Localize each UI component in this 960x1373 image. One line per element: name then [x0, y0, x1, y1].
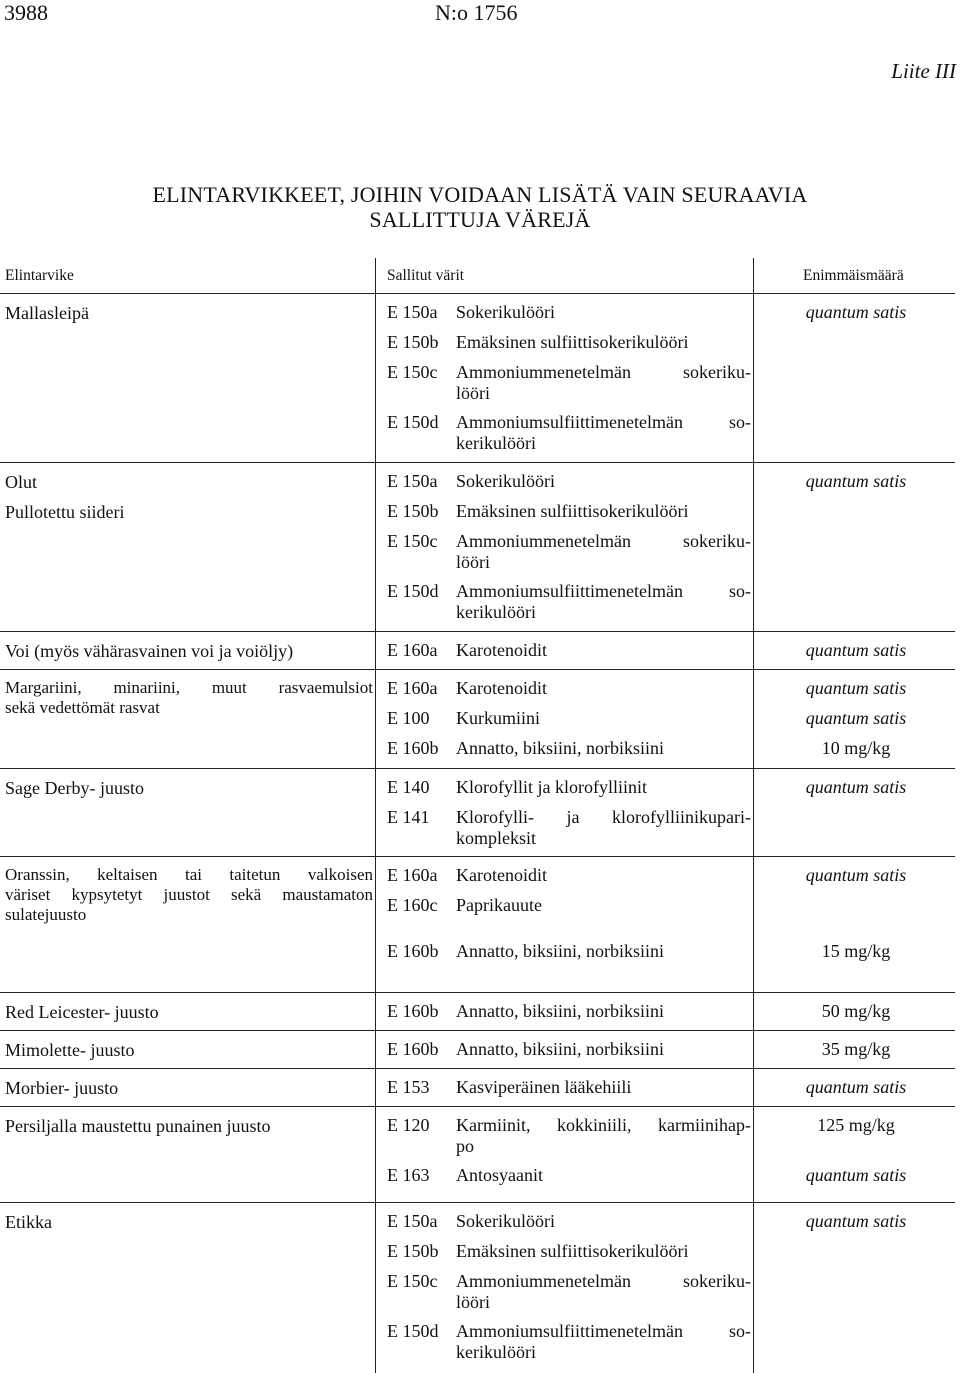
color-name-line: Annatto, biksiini, norbiksiini	[456, 738, 665, 758]
table-row	[0, 294, 955, 463]
food-cell	[5, 865, 373, 925]
color-name	[456, 471, 751, 492]
color-name-line: Ammoniumsulfiittimenetelmän so-	[456, 581, 751, 601]
e-code: E 160a	[387, 640, 438, 660]
food-line: Olut	[5, 472, 38, 492]
color-name-line: Klorofylli- ja klorofylliinikupari-	[456, 807, 751, 827]
color-name	[456, 941, 751, 962]
page-number: 3988	[4, 0, 48, 25]
e-code: E 160b	[387, 1039, 439, 1059]
e-code: E 150c	[387, 531, 438, 551]
color-name-line: Ammoniummenetelmän sokeriku-	[456, 1271, 751, 1291]
color-name	[456, 738, 751, 759]
max-amount: 50 mg/kg	[821, 1001, 891, 1021]
color-name-line: Emäksinen sulfiittisokerikulööri	[456, 1241, 689, 1261]
color-name-line: Ammoniummenetelmän sokeriku-	[456, 531, 751, 551]
color-name-line: Emäksinen sulfiittisokerikulööri	[456, 501, 689, 521]
table-row	[0, 1107, 955, 1203]
colors-cell	[387, 632, 752, 669]
e-code: E 150c	[387, 1271, 438, 1291]
max-amount: quantum satis	[805, 1165, 907, 1185]
color-name-line: Kurkumiini	[456, 708, 540, 728]
e-code: E 150a	[387, 302, 438, 322]
color-name-line: Annatto, biksiini, norbiksiini	[456, 941, 665, 961]
e-code: E 150d	[387, 581, 439, 601]
max-amount: quantum satis	[805, 640, 907, 660]
document-title	[0, 182, 960, 232]
color-name	[456, 1271, 751, 1313]
color-table	[0, 258, 955, 1373]
color-name-line: lööri	[456, 1292, 490, 1312]
food-cell	[5, 640, 373, 662]
e-code: E 160b	[387, 738, 439, 758]
table-row	[0, 1203, 955, 1373]
color-name-line: Klorofyllit ja klorofylliinit	[456, 777, 647, 797]
food-line: Morbier- juusto	[5, 1078, 119, 1098]
table-row	[0, 769, 955, 857]
colors-cell	[387, 1203, 752, 1373]
color-name-line: po	[456, 1136, 474, 1156]
max-amount: 10 mg/kg	[821, 738, 891, 758]
e-code: E 141	[387, 807, 430, 827]
color-name-line: Kasviperäinen lääkehiili	[456, 1077, 632, 1097]
food-cell	[5, 1211, 373, 1233]
food-cell	[5, 1039, 373, 1061]
colors-cell	[387, 294, 752, 462]
food-line: Red Leicester- juusto	[5, 1002, 159, 1022]
e-code: E 153	[387, 1077, 430, 1097]
food-line: Mallasleipä	[5, 303, 89, 323]
color-name-line: Ammoniummenetelmän sokeriku-	[456, 362, 751, 382]
table-row	[0, 1069, 955, 1107]
title-line-1: ELINTARVIKKEET, JOIHIN VOIDAAN LISÄTÄ VAIN SEURAAVIA	[152, 182, 808, 207]
e-code: E 100	[387, 708, 430, 728]
food-line: sulatejuusto	[5, 905, 87, 924]
max-amount: 15 mg/kg	[821, 941, 891, 961]
color-name-line: Karotenoidit	[456, 678, 547, 698]
color-name	[456, 1115, 751, 1157]
e-code: E 140	[387, 777, 430, 797]
color-name-line: Karotenoidit	[456, 640, 547, 660]
color-name	[456, 1165, 751, 1186]
color-name-line: Sokerikulööri	[456, 302, 555, 322]
colors-cell	[387, 1107, 752, 1202]
color-name	[456, 777, 751, 798]
colors-cell	[387, 463, 752, 631]
e-code: E 160a	[387, 865, 438, 885]
colors-cell	[387, 769, 752, 856]
color-name-line: Ammoniumsulfiittimenetelmän so-	[456, 412, 751, 432]
color-name	[456, 1001, 751, 1022]
e-code: E 150c	[387, 362, 438, 382]
e-code: E 163	[387, 1165, 430, 1185]
color-name-line: Emäksinen sulfiittisokerikulööri	[456, 332, 689, 352]
color-name	[456, 362, 751, 404]
colors-cell	[387, 1069, 752, 1106]
max-amount: 35 mg/kg	[821, 1039, 891, 1059]
colors-cell	[387, 857, 752, 992]
color-name-line: kerikulööri	[456, 433, 536, 453]
max-amount: quantum satis	[805, 1077, 907, 1097]
color-name	[456, 708, 751, 729]
color-name	[456, 1077, 751, 1098]
food-line: Persiljalla maustettu punainen juusto	[5, 1116, 271, 1136]
e-code: E 120	[387, 1115, 430, 1135]
table-row	[0, 632, 955, 670]
max-amount: 125 mg/kg	[817, 1115, 895, 1135]
e-code: E 150b	[387, 501, 439, 521]
e-code: E 150d	[387, 1321, 439, 1341]
color-name	[456, 501, 751, 522]
e-code: E 160c	[387, 895, 438, 915]
color-name	[456, 865, 751, 886]
food-cell	[5, 471, 373, 523]
e-code: E 160b	[387, 1001, 439, 1021]
e-code: E 160a	[387, 678, 438, 698]
document-number: N:o 1756	[435, 0, 518, 25]
color-name-line: Ammoniumsulfiittimenetelmän so-	[456, 1321, 751, 1341]
food-cell	[5, 302, 373, 324]
max-amount: quantum satis	[805, 777, 907, 797]
color-name	[456, 640, 751, 661]
title-line-2: SALLITTUJA VÄREJÄ	[369, 207, 591, 232]
food-line: Etikka	[5, 1212, 52, 1232]
color-name-line: Annatto, biksiini, norbiksiini	[456, 1001, 665, 1021]
color-name-line: kerikulööri	[456, 602, 536, 622]
max-amount: quantum satis	[805, 678, 907, 698]
food-line: Sage Derby- juusto	[5, 778, 144, 798]
food-cell	[5, 1001, 373, 1023]
annex-label: Liite III	[891, 59, 956, 83]
color-name-line: Antosyaanit	[456, 1165, 543, 1185]
color-name-line: Sokerikulööri	[456, 471, 555, 491]
max-amount: quantum satis	[805, 471, 907, 491]
max-amount: quantum satis	[805, 865, 907, 885]
color-name	[456, 1321, 751, 1363]
table-row	[0, 463, 955, 632]
colors-cell	[387, 993, 752, 1030]
color-name	[456, 1211, 751, 1232]
e-code: E 150a	[387, 471, 438, 491]
color-name	[456, 302, 751, 323]
table-row	[0, 1031, 955, 1069]
column-header-colors: Sallitut värit	[387, 267, 465, 284]
table-row	[0, 857, 955, 993]
food-line: Pullotettu siideri	[5, 502, 125, 522]
color-name	[456, 895, 751, 916]
food-line: Margariini, minariini, muut rasvaemulsiot	[5, 678, 373, 697]
food-cell	[5, 1077, 373, 1099]
column-header-max: Enimmäismäärä	[803, 267, 904, 284]
max-amount: quantum satis	[805, 302, 907, 322]
food-line: väriset kypsytetyt juustot sekä maustamaton	[5, 885, 373, 904]
food-cell	[5, 777, 373, 799]
table-row	[0, 670, 955, 769]
colors-cell	[387, 1031, 752, 1068]
color-name	[456, 412, 751, 454]
color-name-line: Karotenoidit	[456, 865, 547, 885]
color-name-line: lööri	[456, 552, 490, 572]
food-cell	[5, 678, 373, 718]
color-name-line: Karmiinit, kokkiniili, karmiinihap-	[456, 1115, 751, 1135]
table-row	[0, 993, 955, 1031]
e-code: E 160b	[387, 941, 439, 961]
color-name-line: Sokerikulööri	[456, 1211, 555, 1231]
color-name	[456, 581, 751, 623]
e-code: E 150d	[387, 412, 439, 432]
max-amount: quantum satis	[805, 708, 907, 728]
color-name	[456, 332, 751, 353]
color-name	[456, 807, 751, 849]
color-name	[456, 531, 751, 573]
food-cell	[5, 1115, 373, 1137]
e-code: E 150b	[387, 1241, 439, 1261]
column-header-food: Elintarvike	[5, 267, 74, 284]
color-name-line: kompleksit	[456, 828, 536, 848]
color-name	[456, 1241, 751, 1262]
color-name-line: Paprikauute	[456, 895, 542, 915]
food-line: Voi (myös vähärasvainen voi ja voiöljy)	[5, 641, 294, 661]
color-name-line: Annatto, biksiini, norbiksiini	[456, 1039, 665, 1059]
e-code: E 150b	[387, 332, 439, 352]
colors-cell	[387, 670, 752, 768]
table-header-row	[0, 258, 955, 294]
food-line: Oranssin, keltaisen tai taitetun valkoisen	[5, 865, 373, 884]
color-name	[456, 1039, 751, 1060]
food-line: sekä vedettömät rasvat	[5, 698, 160, 717]
color-name-line: kerikulööri	[456, 1342, 536, 1362]
color-name-line: lööri	[456, 383, 490, 403]
max-amount: quantum satis	[805, 1211, 907, 1231]
food-line: Mimolette- juusto	[5, 1040, 135, 1060]
color-name	[456, 678, 751, 699]
e-code: E 150a	[387, 1211, 438, 1231]
